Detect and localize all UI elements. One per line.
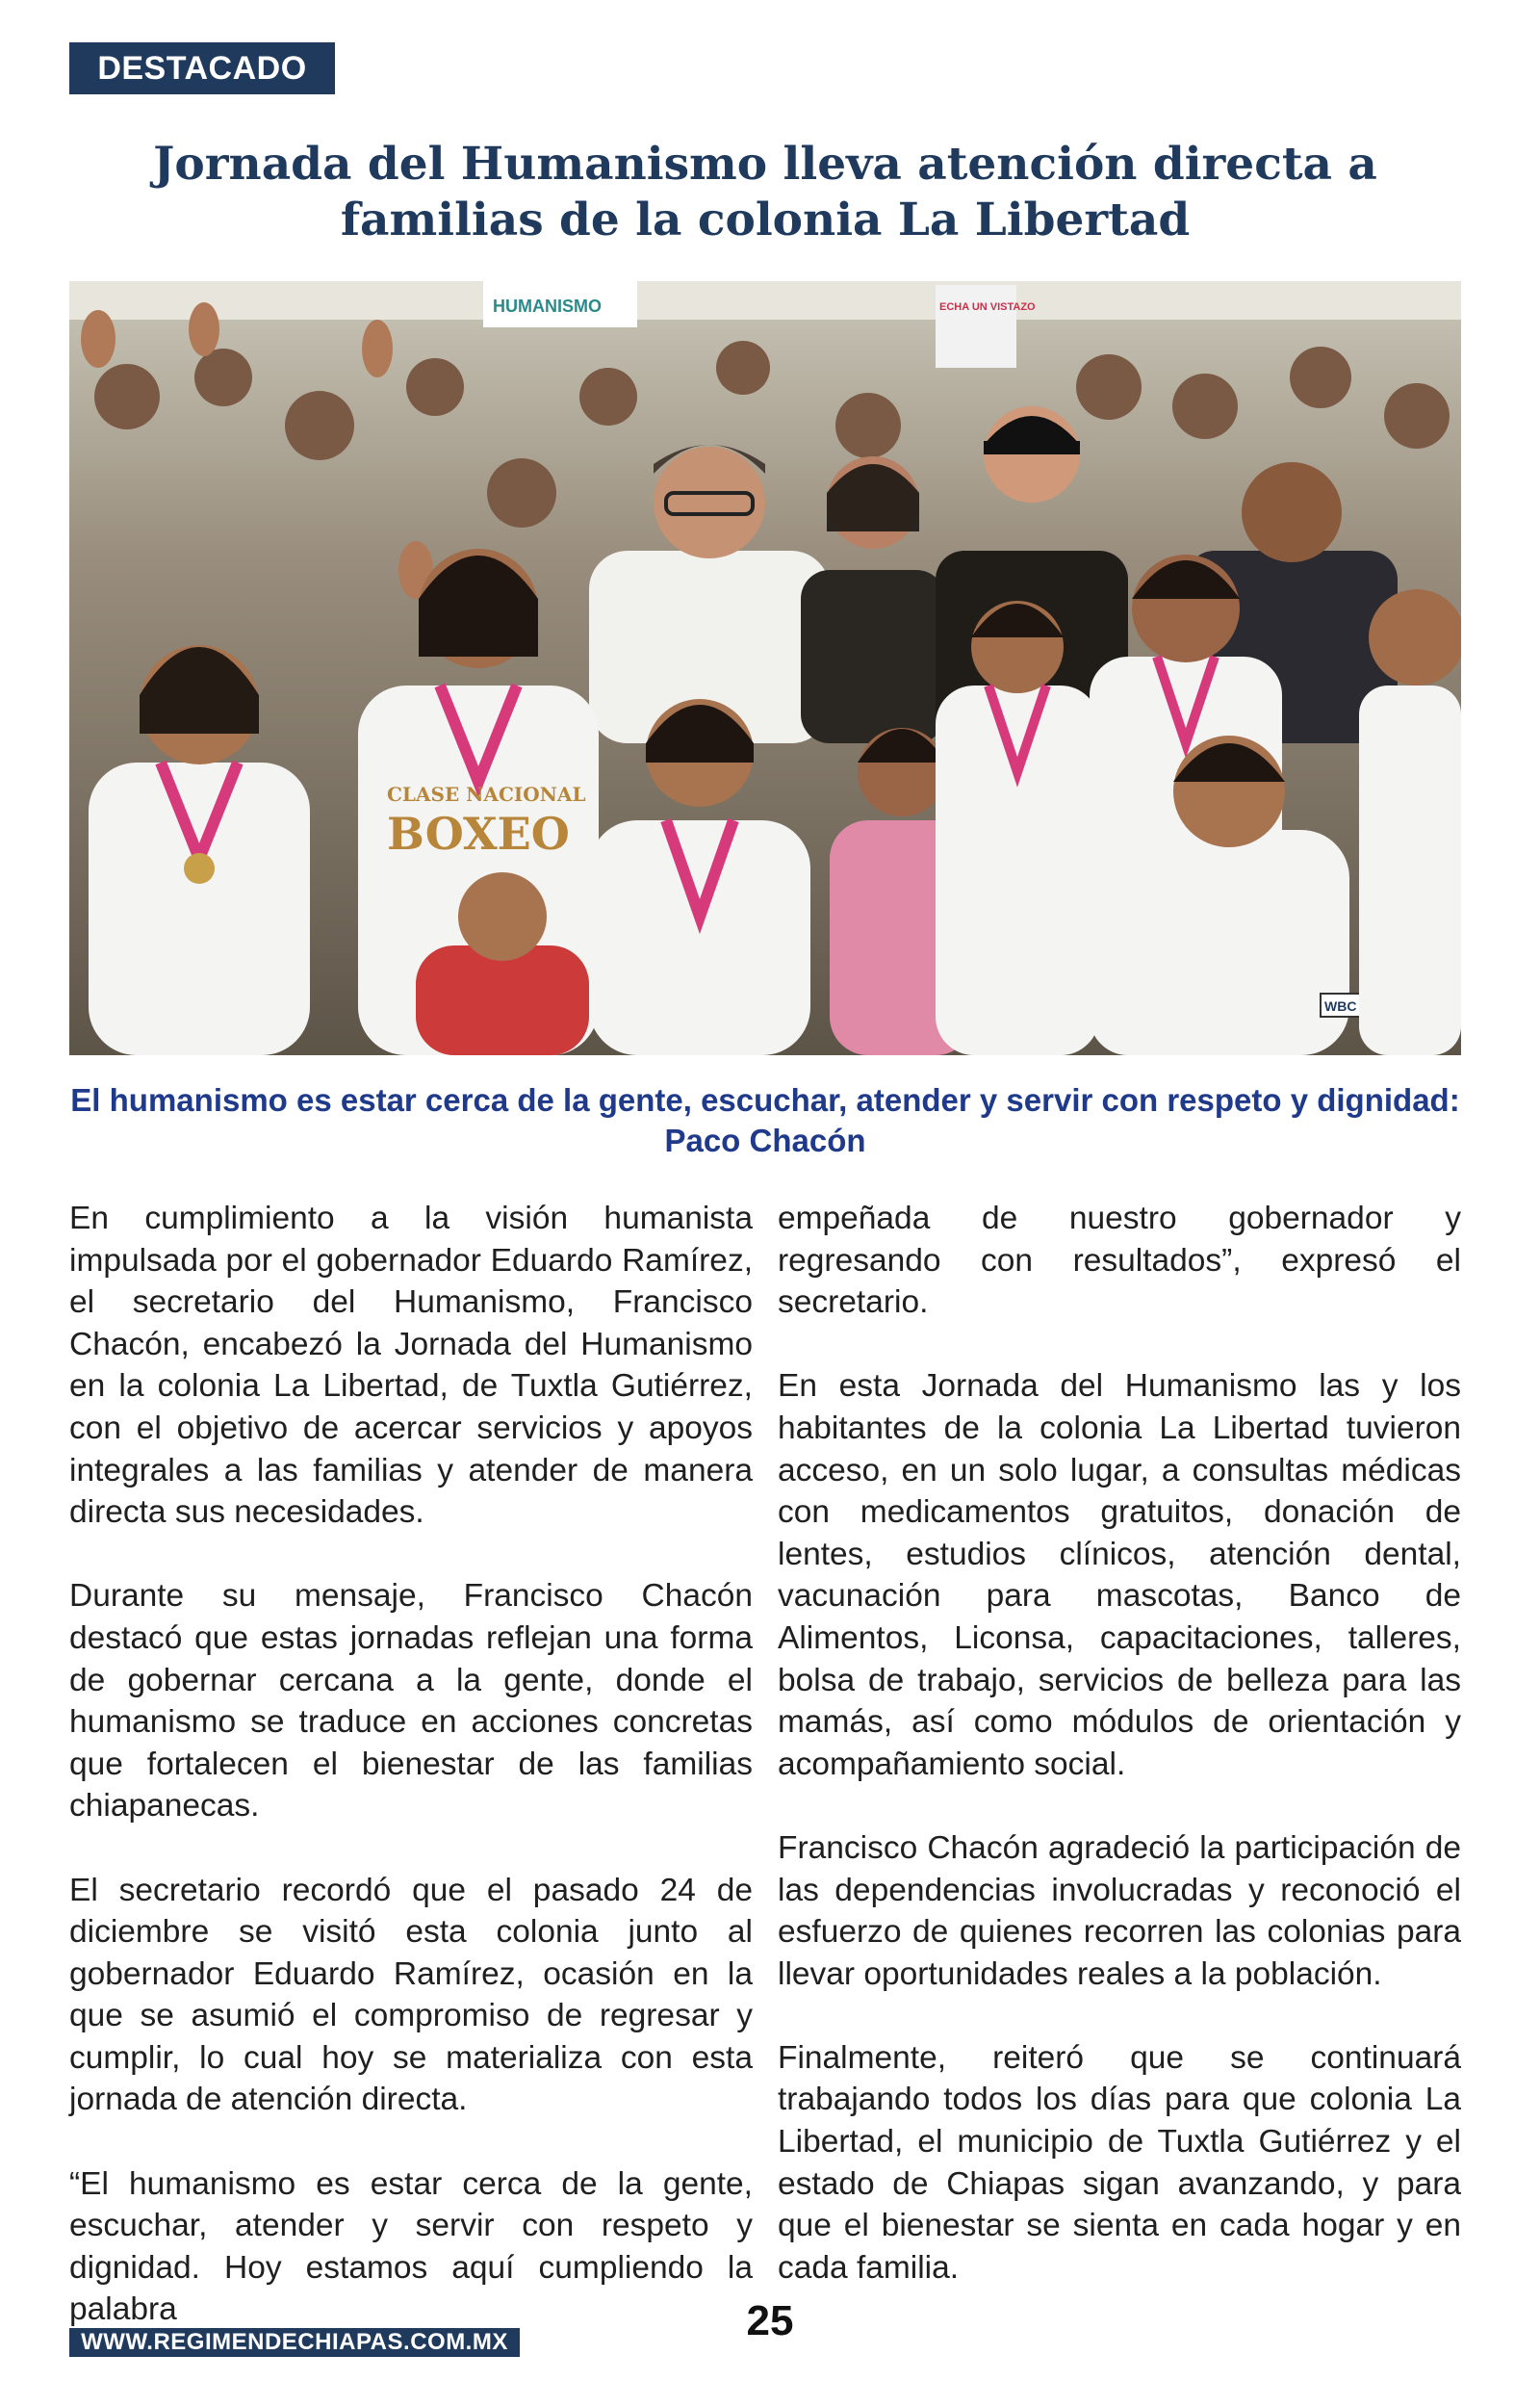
paragraph: En esta Jornada del Humanismo las y los habitantes de la colonia La Libertad tuvieron acceso, en un solo lugar, a consultas médicas con medicamentos gratuitos, donación de lentes, estudios clínicos, atención dental, vacunación para mascotas, Banco de Alimentos, Liconsa, capacitaciones, talleres, bolsa de trabajo, servicios de belleza para las mamás, así como módulos de orientación y acompañamiento social.	[778, 1368, 1461, 1782]
tent-canopy	[69, 281, 1461, 320]
background-sign	[936, 285, 1016, 368]
shirt-text-line1: CLASE NACIONAL	[387, 783, 586, 806]
paragraph: Durante su mensaje, Francisco Chacón destacó que estas jornadas reflejan una forma de gobernar cercana a la gente, donde el humanismo se traduce en acciones concretas que fortalecen el bienestar de las familias chiapanecas.	[69, 1578, 753, 1825]
page-number: 25	[746, 2297, 794, 2344]
photo-caption: El humanismo es estar cerca de la gente, escuchar, atender y servir con respeto y dignidad: Paco Chacón	[70, 1082, 1460, 1158]
paragraph: En cumplimiento a la visión humanista impulsada por el gobernador Eduardo Ramírez, el secretario del Humanismo, Francisco Chacón, encabezó la Jornada del Humanismo en la colonia La Libertad, de Tuxtla Gutiérrez, con el objetivo de acercar servicios y apoyos integrales a las familias y atender de manera directa sus necesidades.	[69, 1201, 753, 1531]
article-column-right	[778, 1198, 1461, 2289]
article-column-left	[69, 1198, 753, 2331]
banner-text: HUMANISMO	[493, 297, 602, 316]
paragraph: Francisco Chacón agradeció la participación de las dependencias involucradas y reconoció el esfuerzo de quienes recorren las colonias para llevar oportunidades reales a la población.	[778, 1829, 1461, 1992]
website-url[interactable]: WWW.REGIMENDECHIAPAS.COM.MX	[69, 2328, 520, 2357]
child-8	[1359, 589, 1461, 1055]
article-photo	[69, 281, 1461, 1055]
paragraph: empeñada de nuestro gobernador y regresando con resultados”, expresó el secretario.	[778, 1201, 1461, 1321]
article-headline: Jornada del Humanismo lleva atención directa a familias de la colonia La Libertad	[153, 138, 1377, 246]
badge-text: WBC	[1324, 998, 1357, 1014]
section-tag: DESTACADO	[69, 42, 335, 94]
sign-text: ECHA UN VISTAZO	[939, 301, 1036, 313]
paragraph: Finalmente, reiteró que se continuará trabajando todos los días para que colonia La Libertad, el municipio de Tuxtla Gutiérrez y el estado de Chiapas sigan avanzando, y para que el bienestar se sienta en cada hogar y en cada familia.	[778, 2039, 1461, 2286]
shirt-text-line2: BOXEO	[387, 808, 570, 860]
paragraph: “El humanismo es estar cerca de la gente, escuchar, atender y servir con respeto y dignidad. Hoy estamos aquí cumpliendo la palabra	[69, 2165, 753, 2328]
paragraph: El secretario recordó que el pasado 24 de diciembre se visitó esta colonia junto al gobernador Eduardo Ramírez, ocasión en la que se asumió el compromiso de regresar y cumplir, lo cual hoy se materializa con esta jornada de atención directa.	[69, 1872, 753, 2118]
